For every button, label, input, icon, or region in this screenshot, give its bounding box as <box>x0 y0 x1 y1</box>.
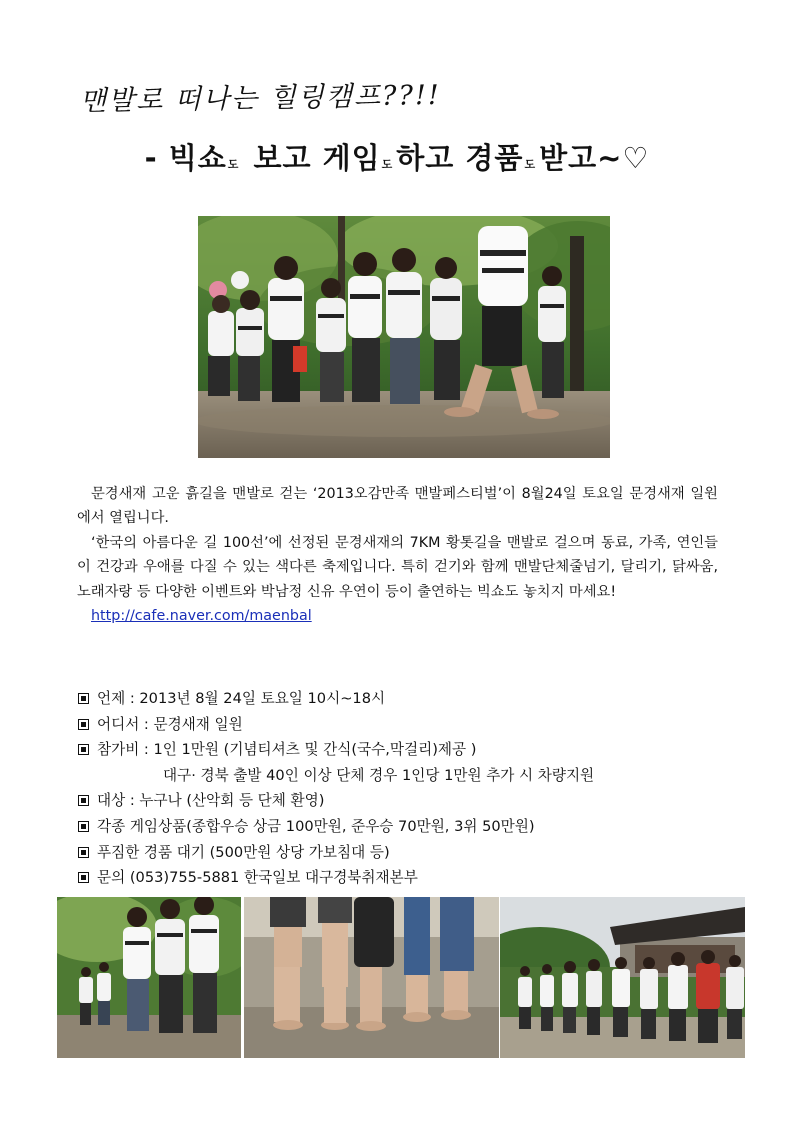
info-text: 문의 (053)755-5881 한국일보 대구경북취재본부 <box>97 869 418 887</box>
headline-part: 보고 게임 <box>242 141 381 175</box>
headline-small-char: 도 <box>227 158 240 171</box>
info-row-fee <box>77 737 757 763</box>
intro-paragraph-2: ‘한국의 아름다운 길 100선’에 선정된 문경새재의 7KM 황톳길을 맨발로 걸으며 동료, 가족, 연인들이 건강과 우애를 다질 수 있는 색다른 축제입니다. 특히 걷기와 함께 맨발단체줄넘기, 달리기, 닭싸움, 노래자랑 등 다양한 이벤트와 박남정 신유 우연이 등이 출연하는 빅쇼도 놓치지 마세요! <box>77 534 718 600</box>
info-text: 각종 게임상품(종합우승 상금 100만원, 준우승 70만원, 3위 50만원) <box>97 817 535 835</box>
square-bullet-icon <box>78 693 89 704</box>
square-bullet-icon <box>78 821 89 832</box>
info-fee-note: 대구· 경북 출발 40인 이상 단체 경우 1인당 1만원 추가 시 차량지원 <box>163 766 595 784</box>
info-text: 어디서 : 문경새재 일원 <box>97 715 243 733</box>
headline-part: 받고~♡ <box>539 141 650 175</box>
event-tagline: 맨발로 떠나는 힐링캠프??!! <box>79 79 441 118</box>
event-info-list <box>77 686 757 891</box>
square-bullet-icon <box>78 795 89 806</box>
intro-paragraph-1: 문경새재 고운 흙길을 맨발로 걷는 ‘2013오감만족 맨발페스티벌’이 8월24일 토요일 문경새재 일원에서 열립니다. <box>77 486 718 527</box>
headline-part: 하고 경품 <box>396 141 524 175</box>
headline-small-char: 도 <box>381 158 394 171</box>
info-row-prizes <box>77 814 757 840</box>
square-bullet-icon <box>78 719 89 730</box>
event-photo-group-walk <box>57 897 241 1058</box>
info-row-contact <box>77 865 757 891</box>
headline-part: - 빅쇼 <box>144 141 227 175</box>
info-row-giveaway <box>77 840 757 866</box>
main-event-photo <box>198 216 610 458</box>
event-headline <box>0 136 794 177</box>
event-photo-fortress-gate <box>500 897 745 1058</box>
square-bullet-icon <box>78 847 89 858</box>
square-bullet-icon <box>78 744 89 755</box>
info-text: 참가비 : 1인 1만원 (기념티셔츠 및 간식(국수,막걸리)제공 ) <box>97 741 477 759</box>
event-photo-barefoot <box>244 897 499 1058</box>
cafe-link[interactable]: http://cafe.naver.com/maenbal <box>91 608 312 625</box>
info-text: 언제 : 2013년 8월 24일 토요일 10시~18시 <box>97 690 386 707</box>
square-bullet-icon <box>78 872 89 883</box>
info-row-where <box>77 712 757 738</box>
intro-text <box>77 482 718 628</box>
info-row-when <box>77 686 757 712</box>
info-text: 대상 : 누구나 (산악회 등 단체 환영) <box>97 792 325 810</box>
info-row-target <box>77 788 757 814</box>
headline-small-char: 도 <box>524 158 537 171</box>
info-text: 푸짐한 경품 대기 (500만원 상당 가보침대 등) <box>97 843 390 861</box>
